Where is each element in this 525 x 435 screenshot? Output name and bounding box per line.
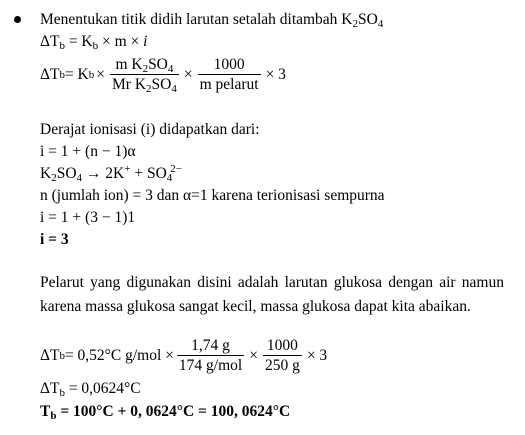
eq-tail: × 3 <box>306 346 328 364</box>
eq-operator: × <box>183 65 193 83</box>
fraction-mass-glucose <box>177 337 244 374</box>
fraction-numerator: 1000 <box>213 56 245 73</box>
fraction-denominator: 174 g/mol <box>178 357 243 374</box>
eq-text: = K <box>64 65 89 83</box>
equation-boiling-point-formula <box>40 33 147 51</box>
eq-variable-i: i <box>143 33 148 50</box>
eq-operator: × <box>96 65 105 83</box>
eq-tail: × 3 <box>265 65 286 83</box>
ionization-result: i = 3 <box>40 231 69 248</box>
ionization-calculation: i = 1 + (3 − 1)1 <box>40 209 136 226</box>
heading-subscript: 4 <box>377 18 384 30</box>
fraction-numerator: 1000 <box>266 337 298 354</box>
ion-count-line: n (jumlah ion) = 3 dan α=1 karena terionisasi sempurna <box>40 187 385 204</box>
eq-text: = 0,52°C g/mol × <box>64 346 174 364</box>
equation-delta-tb-calculation: ΔT b = 0,52°C g/mol × $\frac{1,74 g}{\text{174 g/mol}}$ × $\frac{1000}{250 g}$ × 3 <box>40 337 328 374</box>
eq-text: = K <box>64 33 93 50</box>
dissociation-reaction: $K_2SO_4 \to 2K^+ + SO_4^{2-}$ <box>40 163 182 184</box>
equation-delta-tb-result: $\Delta T_b = 0,0624^\circ C$ <box>40 380 141 399</box>
eq-subscript: b <box>92 40 99 52</box>
eq-lhs: ΔT <box>40 65 60 83</box>
bullet-point <box>14 16 21 23</box>
fraction-1000-over-solvent <box>198 56 261 93</box>
fraction-denominator: 250 g <box>264 357 300 374</box>
fraction-mass-over-molar-mass <box>110 56 179 93</box>
fraction-denominator: Mr $K_2SO_4$ <box>112 76 177 95</box>
heading-text: Menentukan titik didih larutan setalah ditambah K <box>40 11 353 28</box>
eq-lhs: ΔT <box>40 33 60 50</box>
solvent-paragraph: Pelarut yang digunakan disini adalah larutan glukosa dengan air namun karena massa glukosa sangat kecil, massa glukosa dapat kita abaikan. <box>40 274 504 315</box>
equation-expanded-formula: ΔT b = K b × $\frac{m K_2SO_4}{Mr K_2SO_4}$ × $\frac{1000}{\text{m pelarut}}$ × 3 <box>40 56 286 95</box>
ionization-formula: i = 1 + (n − 1)α <box>40 143 136 160</box>
fraction-1000-over-250 <box>263 337 302 374</box>
heading-subscript: 2 <box>352 18 359 30</box>
ionization-intro: Derajat ionisasi (i) didapatkan dari: <box>40 121 260 138</box>
eq-operator: × <box>249 346 258 364</box>
fraction-numerator: 1,74 g <box>191 337 230 354</box>
eq-lhs: ΔT <box>40 346 60 364</box>
eq-text: × m × <box>98 33 144 50</box>
section-heading <box>40 11 383 29</box>
heading-text-mid: SO <box>358 11 378 28</box>
fraction-numerator: m $K_2SO_4$ <box>115 56 174 75</box>
equation-final-boiling-point: $T_b = 100^\circ C + 0$, 0624°C = 100, 0624°C <box>40 403 291 422</box>
eq-subscript: b <box>59 40 65 52</box>
fraction-denominator: m pelarut <box>199 76 259 93</box>
